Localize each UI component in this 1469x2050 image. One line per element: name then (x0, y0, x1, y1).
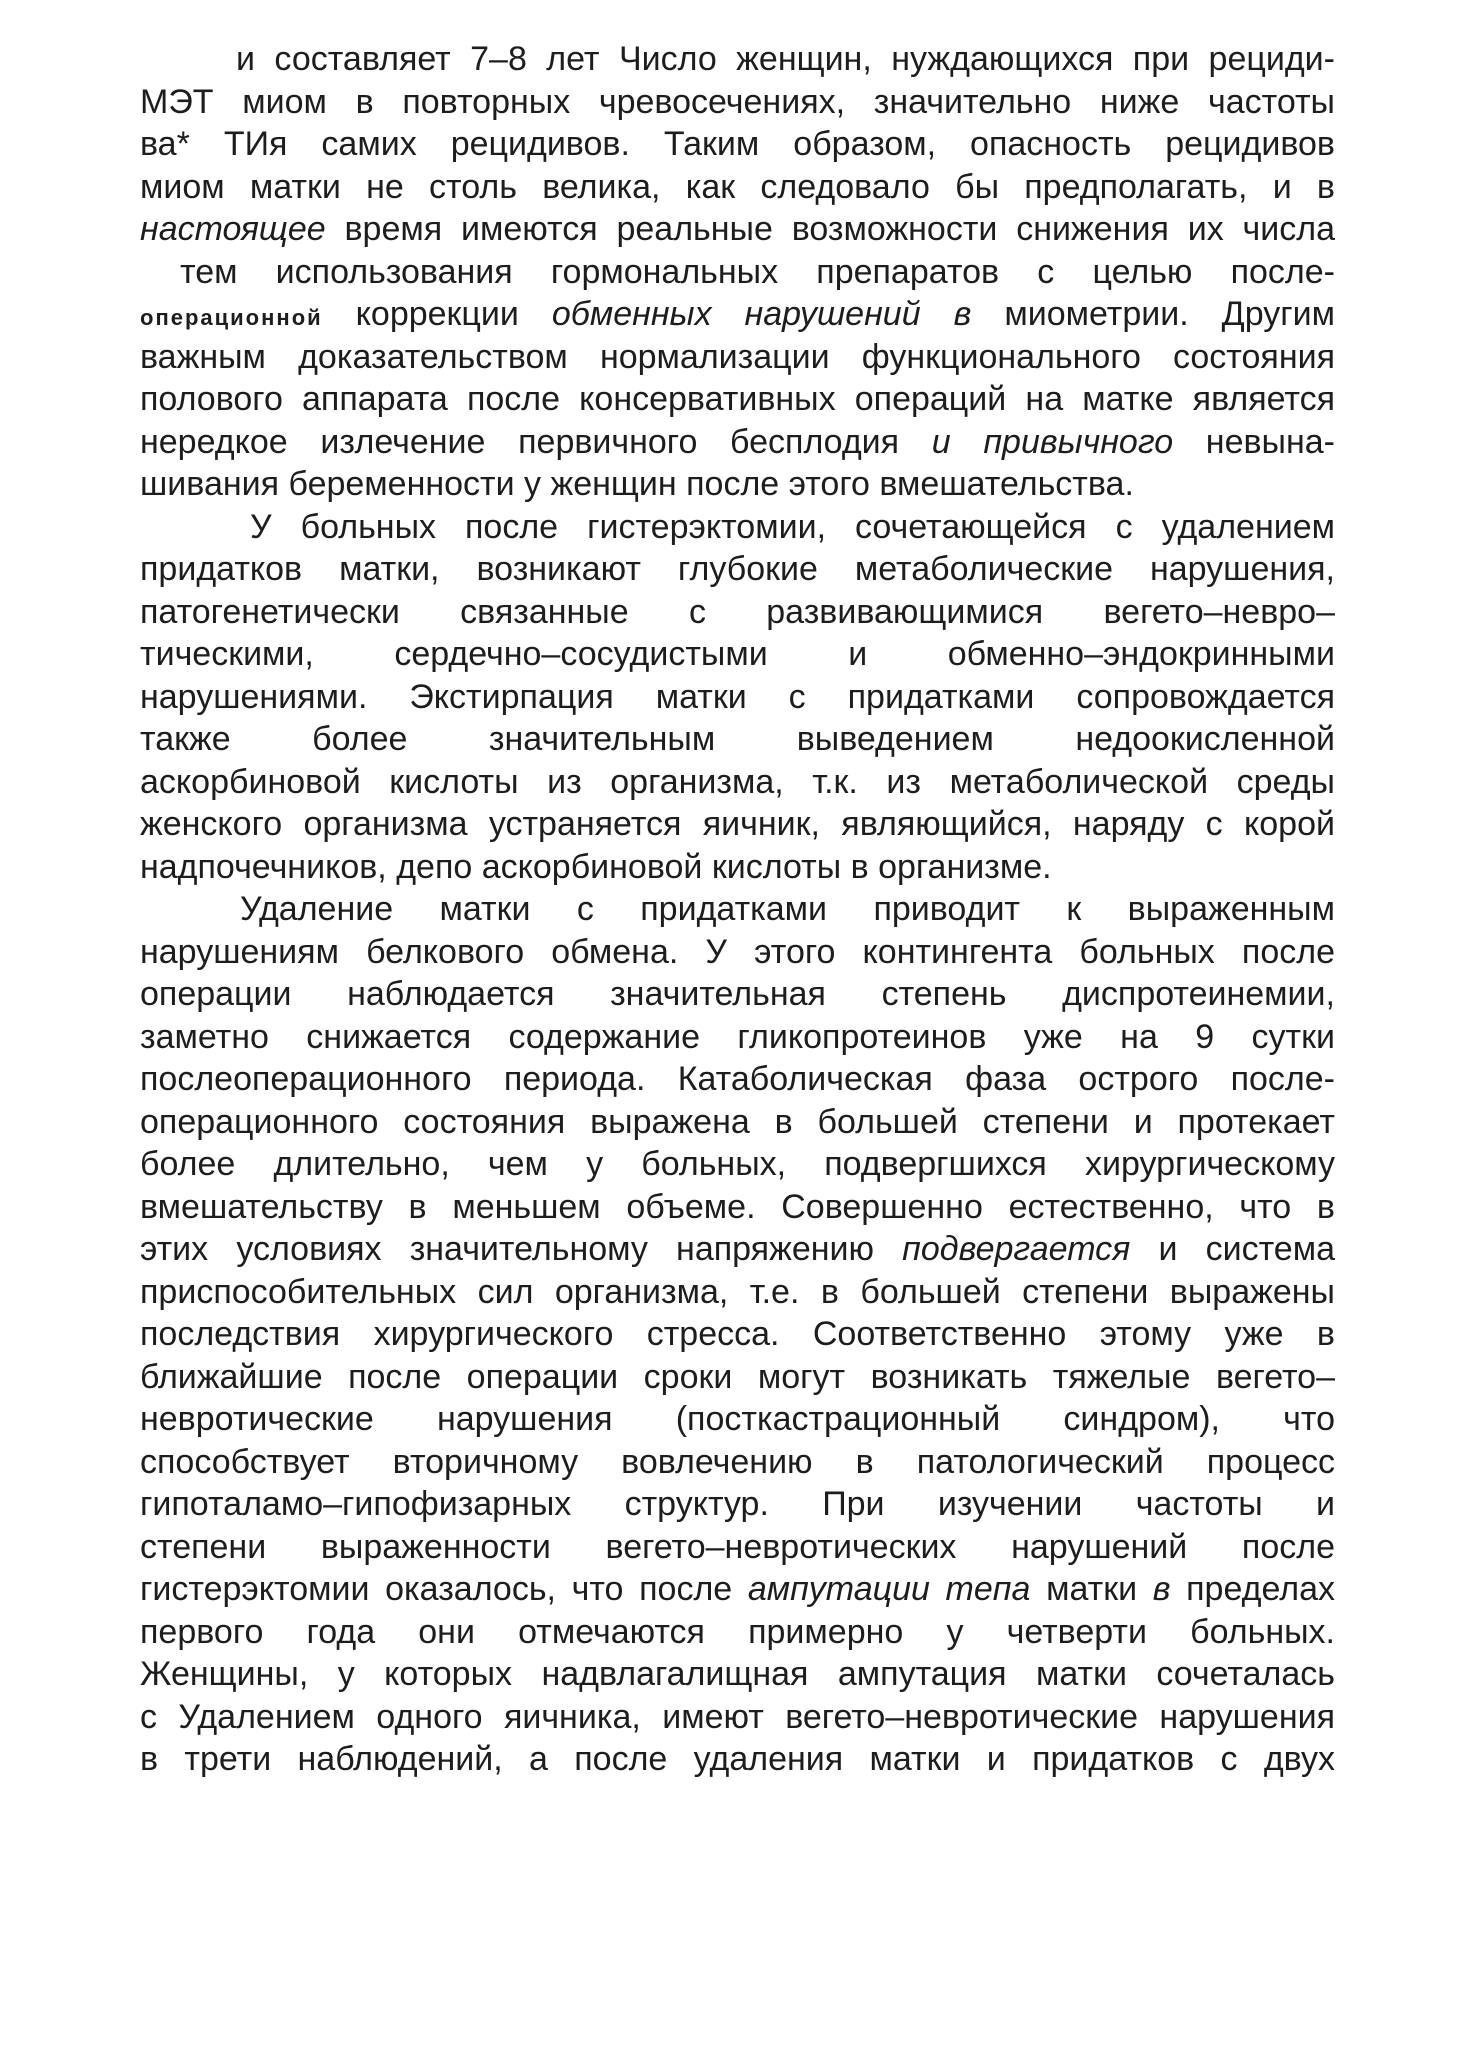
text-line: надпочечников, депо аскорбиновой кислоты в организме. (140, 847, 1052, 886)
text-line: в трети наблюдений, а после удаления матки и придатков с двух (140, 1740, 1335, 1778)
text-line: миом матки не столь велика, как следовало бы предполагать, и в (140, 167, 1335, 206)
text-line: патогенетически связанные с развивающимися вегето–невро– (140, 592, 1335, 631)
text-line: операционного состояния выражена в большей степени и протекает (140, 1102, 1335, 1141)
text-line: способствует вторичному вовлечению в патологический процесс (140, 1442, 1335, 1481)
paragraph-3 (140, 888, 1335, 1781)
text-fragment: гистерэктомии оказалось, что после (140, 1570, 748, 1608)
text-line: аскорбиновой кислоты из организма, т.к. из метаболической среды (140, 762, 1335, 801)
text-line: Удаление матки с придатками приводит к выраженным (240, 890, 1335, 928)
text-line: степени выраженности вегето–невротических нарушений после (140, 1527, 1335, 1566)
italic-phrase: ампутации тепа (747, 1570, 1031, 1608)
bold-spaced-word: операционной (140, 305, 323, 330)
italic-phrase: обменных нарушений в (551, 295, 972, 333)
text-line (140, 1228, 1335, 1271)
text-line: первого года они отмечаются примерно у четверти больных. (140, 1612, 1335, 1651)
text-line: приспособительных сил организма, т.е. в большей степени выражены (140, 1272, 1335, 1311)
text-line (140, 1568, 1335, 1611)
text-line: вмешательству в меньшем объеме. Совершенно естественно, что в (140, 1187, 1335, 1226)
text-line: последствия хирургического стресса. Соответственно этому уже в (140, 1315, 1335, 1353)
text-fragment: время имеются реальные возможности снижения их числа (325, 210, 1335, 248)
text-line: тическими, сердечно–сосудистыми и обменно–эндокринными (140, 635, 1335, 673)
text-line: женского организма устраняется яичник, являющийся, наряду с корой (140, 805, 1335, 843)
text-fragment: этих условиях значительному напряжению (140, 1230, 903, 1268)
italic-phrase: подвергается (902, 1230, 1131, 1268)
text-line: ближайшие после операции сроки могут возникать тяжелые вегето– (140, 1357, 1335, 1396)
text-line: У больных после гистерэктомии, сочетающейся с удалением (250, 507, 1335, 546)
text-fragment: матки (1030, 1570, 1153, 1608)
text-line (140, 421, 1335, 464)
document-page (140, 38, 1335, 1781)
paragraph-1 (140, 38, 1335, 506)
text-line: и составляет 7–8 лет Число женщин, нуждающихся при рециди- (236, 40, 1335, 78)
text-line: придатков матки, возникают глубокие метаболические нарушения, (140, 550, 1335, 588)
text-fragment: миометрии. Другим (971, 295, 1335, 333)
text-line (140, 208, 1335, 251)
text-line: более длительно, чем у больных, подвергшихся хирургическому (140, 1145, 1335, 1183)
paragraph-2 (140, 506, 1335, 889)
text-line: невротические нарушения (посткастрационный синдром), что (140, 1400, 1335, 1438)
text-line: послеоперационного периода. Катаболическая фаза острого после- (140, 1060, 1335, 1098)
italic-phrase: в (1152, 1570, 1171, 1608)
text-line: полового аппарата после консервативных операций на матке является (140, 380, 1335, 418)
text-line (140, 293, 1335, 336)
text-line: МЭТ миом в повторных чревосечениях, значительно ниже частоты (140, 82, 1335, 121)
text-fragment: невына- (1173, 422, 1335, 461)
italic-phrase: и привычного (931, 422, 1174, 461)
text-line: нарушениям белкового обмена. У этого контингента больных после (140, 932, 1335, 971)
text-line: тем использования гормональных препаратов с целью после- (180, 252, 1335, 291)
text-line: важным доказательством нормализации функционального состояния (140, 337, 1335, 376)
text-line: нарушениями. Экстирпация матки с придатками сопровождается (140, 677, 1335, 716)
text-fragment: коррекции (322, 295, 552, 333)
text-line: ва* ТИя самих рецидивов. Таким образом, опасность рецидивов (140, 125, 1335, 163)
text-line: также более значительным выведением недоокисленной (140, 720, 1335, 758)
text-line: операции наблюдается значительная степень диспротеинемии, (140, 975, 1335, 1013)
text-line: заметно снижается содержание гликопротеинов уже на 9 сутки (140, 1017, 1335, 1056)
text-line: Женщины, у которых надвлагалищная ампутация матки сочеталась (140, 1655, 1335, 1693)
italic-phrase: настоящее (140, 210, 326, 248)
text-line: гипоталамо–гипофизарных структур. При изучении частоты и (140, 1485, 1335, 1523)
text-fragment: пределах (1170, 1570, 1335, 1608)
text-line: шивания беременности у женщин после этого вмешательства. (140, 465, 1134, 503)
text-line: с Удалением одного яичника, имеют вегето–невротические нарушения (140, 1697, 1335, 1736)
text-fragment: и система (1130, 1230, 1335, 1268)
text-fragment: нередкое излечение первичного бесплодия (140, 422, 932, 461)
